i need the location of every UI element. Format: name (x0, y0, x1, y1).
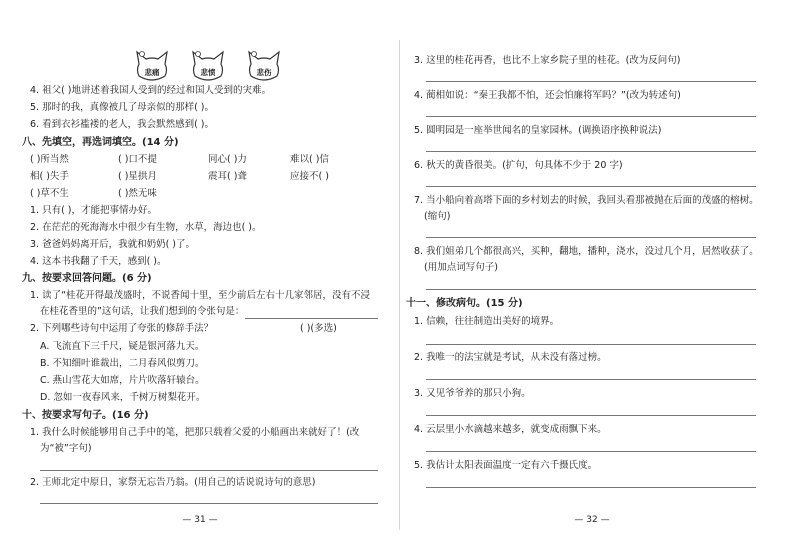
left-page (0, 0, 398, 560)
answer-line[interactable] (426, 186, 756, 187)
section-heading: 九、按要求回答问题。(6 分) (22, 273, 152, 284)
question-text: 3. 爸爸妈妈离开后，我就和奶奶( )了。 (30, 239, 196, 250)
cat-label: 悲愤 (200, 68, 216, 77)
question-text: 4. 蔺相如说：“秦王我都不怕，还会怕廉将军吗？”(改为转述句) (414, 90, 681, 101)
question-text: 6. 秋天的黄昏很美。(扩句，句具体不少于 20 字) (414, 160, 623, 171)
question-text: 2. 在茫茫的死海海水中很少有生物，水草，海边也( )。 (30, 222, 262, 233)
cat-icon (133, 50, 171, 84)
section-heading: 八、先填空，再选词填空。(14 分) (22, 137, 179, 148)
fill-item: 难以( )信 (290, 154, 329, 165)
question-text: 5. 那时的我，真像被几了母亲似的那样( )。 (30, 102, 215, 113)
option-item[interactable]: C. 燕山雪花大如席，片片吹落轩辕台。 (40, 375, 205, 386)
answer-line[interactable] (426, 116, 756, 117)
option-item[interactable]: B. 不知细叶谁裁出，二月春风似剪刀。 (40, 358, 205, 369)
fill-item: ( )然无味 (118, 188, 157, 199)
answer-line[interactable] (426, 81, 756, 82)
question-text: 5. 圆明园是一座举世闻名的皇家园林。(调换语序换种说法) (414, 125, 662, 136)
fill-item: ( )草不生 (30, 188, 69, 199)
answer-line[interactable] (426, 379, 756, 380)
section-heading: 十一、修改病句。(15 分) (406, 298, 523, 309)
answer-line[interactable] (426, 487, 756, 488)
fill-item: 震耳( )聋 (208, 171, 247, 182)
question-text: (用加点词写句子) (424, 262, 498, 273)
right-page (402, 0, 800, 560)
answer-line[interactable] (426, 237, 756, 238)
question-text: 3. 又见爷爷养的那只小狗。 (414, 388, 531, 399)
section-heading: 十、按要求写句子。(16 分) (22, 410, 149, 421)
fill-item: ( )口不提 (118, 154, 157, 165)
cat-label: 悲痛 (144, 68, 160, 77)
question-text: 3. 这里的桂花再香，也比不上家乡院子里的桂花。(改为反问句) (414, 55, 681, 66)
question-text: 2. 下列哪些诗句中运用了夸张的修辞手法？ (30, 323, 214, 334)
fill-item: 同心( )力 (208, 154, 247, 165)
question-text: 1. 我什么时候能够用自己手中的笔，把那只载着父爱的小船画出来就好了！(改 (30, 427, 360, 438)
question-text: 4. 这本书我翻了千天，感到( )。 (30, 256, 167, 267)
answer-line[interactable] (426, 151, 756, 152)
question-text: 1. 只有( )，才能把事情办好。 (30, 205, 158, 216)
question-text: 在桂花香里的”这句话，让我们想到的令张句是： (40, 306, 245, 317)
question-text: 7. 当小船向着高塔下面的乡村划去的时候，我回头看那被抛在后面的茂盛的榕树。 (414, 195, 759, 206)
answer-line[interactable] (426, 415, 756, 416)
cat-icon (189, 50, 227, 84)
question-text: (缩句) (424, 211, 451, 222)
page-number: — 32 — (574, 515, 610, 525)
page-number: — 31 — (182, 515, 218, 525)
question-text: 为“被”字句) (40, 443, 92, 454)
option-item[interactable]: A. 飞流直下三千尺，疑是银河落九天。 (40, 341, 205, 352)
question-text: 6. 看到衣衫褴褛的老人，我会默然感到( )。 (30, 119, 215, 130)
answer-line[interactable] (40, 470, 378, 471)
question-text: 8. 我们姐弟几个都很高兴，买种，翻地，播种，浇水，没过几个月，居然收获了。 (414, 246, 759, 257)
question-text: 1. 信赖，往往制造出美好的境界。 (414, 316, 560, 327)
question-text: 1. 读了“桂花开得最茂盛时，不说香闻十里，至少前后左右十几家邻居，没有不浸 (30, 290, 371, 301)
page-divider (399, 40, 400, 530)
answer-line[interactable] (426, 344, 756, 345)
option-item[interactable]: D. 忽如一夜春风来，千树万树梨花开。 (40, 392, 206, 403)
cat-label: 悲伤 (256, 68, 272, 77)
choice-blank[interactable]: ( )(多选) (300, 323, 337, 334)
answer-line[interactable] (426, 289, 756, 290)
fill-item: ( )星拱月 (118, 171, 157, 182)
question-text: 4. 云层里小水滴越来越多，就变成雨飘下来。 (414, 424, 607, 435)
cat-icon (245, 50, 283, 84)
fill-item: 应接不( ) (290, 171, 329, 182)
question-text: 5. 我估计太阳表面温度一定有六千摄氏度。 (414, 460, 598, 471)
fill-item: ( )所当然 (30, 154, 69, 165)
question-text: 4. 祖父( )地讲述着我国人受到的经过和国人受到的宊难。 (30, 85, 272, 96)
fill-item: 相( )失手 (30, 171, 69, 182)
answer-line[interactable] (40, 503, 378, 504)
answer-line[interactable] (426, 451, 756, 452)
question-text: 2. 我唯一的法宝就是考试，从未没有落过榜。 (414, 352, 607, 363)
answer-line[interactable] (245, 318, 378, 319)
question-text: 2. 王师北定中原日，家祭无忘告乃翁。(用自己的话说说诗句的意思) (30, 477, 316, 488)
